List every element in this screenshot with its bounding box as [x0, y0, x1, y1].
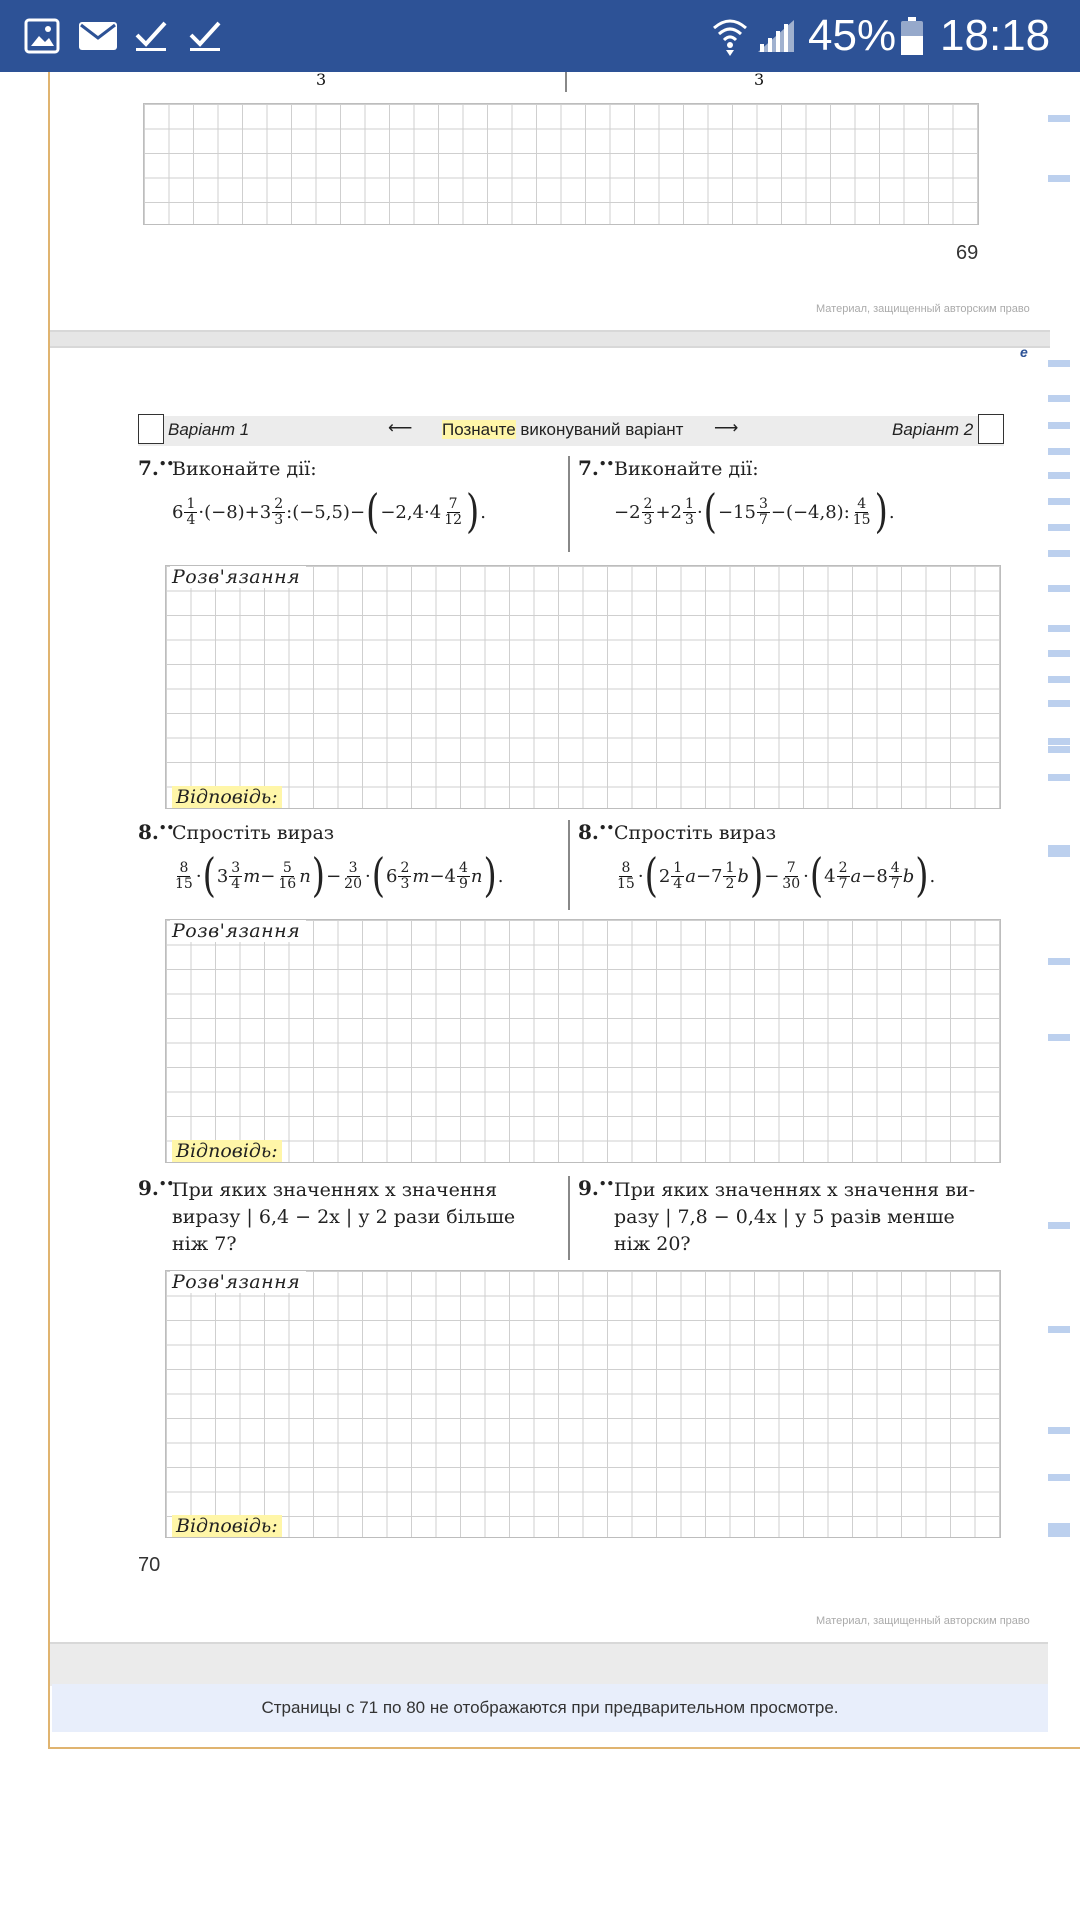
scroll-tick [1048, 1530, 1070, 1537]
mail-icon [78, 0, 118, 72]
scroll-tick [1048, 498, 1070, 505]
task-9-text-variant-1 [172, 1177, 515, 1258]
scroll-tick [1048, 1523, 1070, 1530]
page-number: 69 [956, 242, 979, 264]
answer-label: Відповідь: [172, 1140, 282, 1162]
task-9-solution-grid[interactable] [165, 1270, 1001, 1538]
task-8-expression-variant-1: $\frac{8}{15}$ · ( 3 $\frac{3}{4}$ m − $\frac{5}{16}$ n ) − $\frac{3}{20}$ · ( 6 $\frac{2}{3}$ m −4 $\frac{4}{9}$ n ) . [175, 849, 504, 903]
scroll-tick [1048, 850, 1070, 857]
variant-1-label: Варіант 1 [168, 420, 250, 439]
task-9-number: 9.•• [578, 1176, 615, 1200]
scroll-tick [1048, 1222, 1070, 1229]
scroll-tick [1048, 395, 1070, 402]
solution-label: Розв'язання [170, 920, 306, 942]
variant-1-checkbox[interactable] [138, 414, 164, 444]
scroll-tick [1048, 524, 1070, 531]
scroll-tick [1048, 115, 1070, 122]
arrow-right-icon: ⟶ [714, 418, 739, 437]
scroll-tick [1048, 585, 1070, 592]
task-9-text-variant-2 [614, 1177, 975, 1258]
check-icon [134, 0, 168, 72]
publisher-logo-icon: e [1020, 344, 1028, 360]
task-7-number: 7.•• [578, 456, 615, 480]
scroll-tick [1048, 472, 1070, 479]
signal-icon [756, 0, 796, 72]
task-7-solution-grid[interactable] [165, 565, 1001, 809]
solution-label: Розв'язання [170, 1271, 306, 1293]
wifi-icon [712, 0, 748, 72]
scroll-tick [1048, 1034, 1070, 1041]
task-9-line: разу | 7,8 − 0,4x | у 5 разів менше [614, 1206, 955, 1228]
scroll-tick [1048, 448, 1070, 455]
scroll-tick [1048, 958, 1070, 965]
scroll-tick [1048, 676, 1070, 683]
scroll-tick [1048, 746, 1070, 753]
scroll-tick [1048, 625, 1070, 632]
task-9-line: При яких значеннях x значення ви- [614, 1179, 975, 1201]
prev-page-fraction-fragment: 3 [316, 70, 327, 89]
copyright-notice: Материал, защищенный авторским право [816, 1615, 1030, 1627]
column-divider [565, 72, 567, 92]
task-7-expression-variant-1: 6 $\frac{1}{4}$ ·(−8)+3 $\frac{2}{3}$ :(−5,5)− ( −2,4·4 $\frac{7}{12}$ ) . [172, 485, 487, 539]
task-8-expression-variant-2: $\frac{8}{15}$ · ( 2 $\frac{1}{4}$ a −7 $\frac{1}{2}$ b ) − $\frac{7}{30}$ · ( 4 $\frac{2}{7}$ a −8 $\frac{4}{7}$ b ) . [617, 849, 936, 903]
scroll-tick [1048, 1427, 1070, 1434]
scroll-tick [1048, 360, 1070, 367]
task-8-number: 8.•• [578, 820, 615, 844]
task-8-solution-grid[interactable] [165, 919, 1001, 1163]
column-divider [568, 456, 570, 552]
task-7-title-variant-2: Виконайте дії: [614, 458, 759, 480]
solution-label: Розв'язання [170, 566, 306, 588]
battery-percent: 45% [808, 11, 897, 60]
answer-label: Відповідь: [172, 1515, 282, 1537]
task-7-title-variant-1: Виконайте дії: [172, 458, 317, 480]
task-9-line: виразу | 6,4 − 2x | у 2 рази більше [172, 1206, 516, 1228]
variant-prompt-text: виконуваний варіант [515, 420, 684, 439]
arrow-left-icon: ⟵ [388, 418, 413, 437]
scroll-tick [1048, 774, 1070, 781]
image-icon [24, 0, 60, 72]
battery-icon [900, 0, 924, 72]
copyright-notice: Материал, защищенный авторским право [816, 303, 1030, 315]
page-separator [50, 330, 1050, 348]
scroll-tick [1048, 1474, 1070, 1481]
variant-prompt [442, 420, 683, 440]
task-7-number: 7.•• [138, 456, 175, 480]
status-bar [0, 0, 1080, 72]
scroll-tick [1048, 650, 1070, 657]
scroll-tick [1048, 700, 1070, 707]
variant-2-label: Варіант 2 [892, 420, 974, 439]
scroll-tick [1048, 1326, 1070, 1333]
task-9-line: ніж 20? [614, 1233, 691, 1255]
task-8-title-variant-1: Спростіть вираз [172, 822, 335, 844]
task-8-title-variant-2: Спростіть вираз [614, 822, 777, 844]
preview-limit-notice: Страницы с 71 по 80 не отображаются при предварительном просмотре. [52, 1684, 1048, 1732]
page-footer-gap [50, 1642, 1048, 1686]
scroll-tick [1048, 550, 1070, 557]
clock: 18:18 [940, 11, 1051, 60]
task-7-expression-variant-2: −2 $\frac{2}{3}$ +2 $\frac{1}{3}$ · ( −15 $\frac{3}{7}$ −(−4,8): $\frac{4}{15}$ ) . [614, 485, 895, 539]
prev-page-fraction-fragment: 3 [754, 70, 765, 89]
variant-2-checkbox[interactable] [978, 414, 1004, 444]
task-9-line: ніж 7? [172, 1233, 237, 1255]
scroll-tick [1048, 738, 1070, 745]
column-divider [568, 1176, 570, 1260]
task-9-line: При яких значеннях x значення [172, 1179, 498, 1201]
scroll-tick [1048, 422, 1070, 429]
check-icon [188, 0, 222, 72]
page-number: 70 [138, 1554, 161, 1576]
variant-prompt-highlight: Позначте [442, 420, 516, 439]
scroll-tick [1048, 175, 1070, 182]
column-divider [568, 820, 570, 910]
task-9-number: 9.•• [138, 1176, 175, 1200]
prev-page-answer-grid [143, 103, 979, 225]
task-8-number: 8.•• [138, 820, 175, 844]
answer-label: Відповідь: [172, 786, 282, 808]
